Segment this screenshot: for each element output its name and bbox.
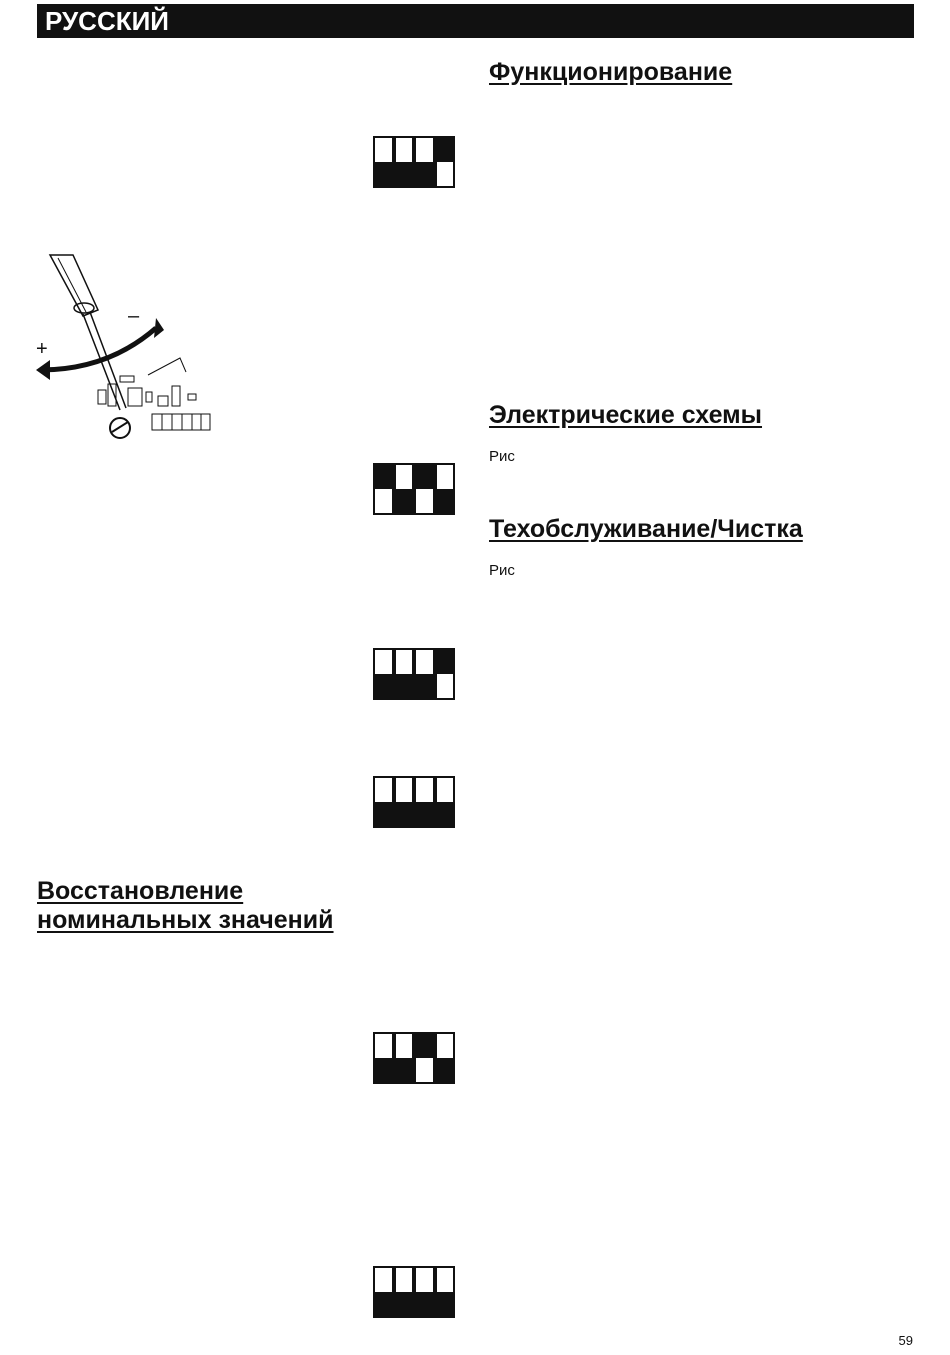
dip-switch-4 — [435, 463, 456, 515]
dip-switch-2 — [394, 1266, 415, 1318]
dip-switch-diagram-4 — [373, 776, 455, 828]
dip-switch-3 — [414, 776, 435, 828]
dip-switch-1 — [373, 776, 394, 828]
language-header: РУССКИЙ — [37, 4, 914, 38]
figure-label-maintenance: Рис — [489, 562, 515, 579]
dip-switch-3 — [414, 1266, 435, 1318]
dip-switch-1 — [373, 136, 394, 188]
dip-switch-3 — [414, 1032, 435, 1084]
page-number: 59 — [898, 1333, 913, 1348]
dip-switch-1 — [373, 1266, 394, 1318]
section-title-reset-line1: Восстановление — [37, 877, 244, 905]
dip-switch-4 — [435, 776, 456, 828]
section-title-reset — [37, 877, 334, 935]
dip-switch-3 — [414, 136, 435, 188]
dip-switch-4 — [435, 648, 456, 700]
dip-switch-diagram-1 — [373, 136, 455, 188]
dip-switch-4 — [435, 1032, 456, 1084]
dip-switch-3 — [414, 648, 435, 700]
minus-symbol: – — [128, 305, 140, 327]
dip-switch-1 — [373, 648, 394, 700]
dip-switch-2 — [394, 776, 415, 828]
figure-label-wiring: Рис — [489, 448, 515, 465]
dip-switch-2 — [394, 463, 415, 515]
dip-switch-1 — [373, 1032, 394, 1084]
dip-switch-diagram-3 — [373, 648, 455, 700]
plus-symbol: + — [36, 338, 48, 360]
section-title-wiring: Электрические схемы — [489, 401, 763, 429]
dip-switch-3 — [414, 463, 435, 515]
dip-switch-1 — [373, 463, 394, 515]
trimmer-adjust-illustration — [28, 250, 228, 450]
dip-switch-2 — [394, 136, 415, 188]
section-title-maintenance: Техобслуживание/Чистка — [489, 515, 803, 543]
section-title-functioning: Функционирование — [489, 58, 733, 86]
dip-switch-4 — [435, 1266, 456, 1318]
section-title-reset-line2: номинальных значений — [37, 906, 334, 934]
dip-switch-2 — [394, 1032, 415, 1084]
dip-switch-diagram-6 — [373, 1266, 455, 1318]
dip-switch-diagram-5 — [373, 1032, 455, 1084]
dip-switch-4 — [435, 136, 456, 188]
dip-switch-2 — [394, 648, 415, 700]
dip-switch-diagram-2 — [373, 463, 455, 515]
